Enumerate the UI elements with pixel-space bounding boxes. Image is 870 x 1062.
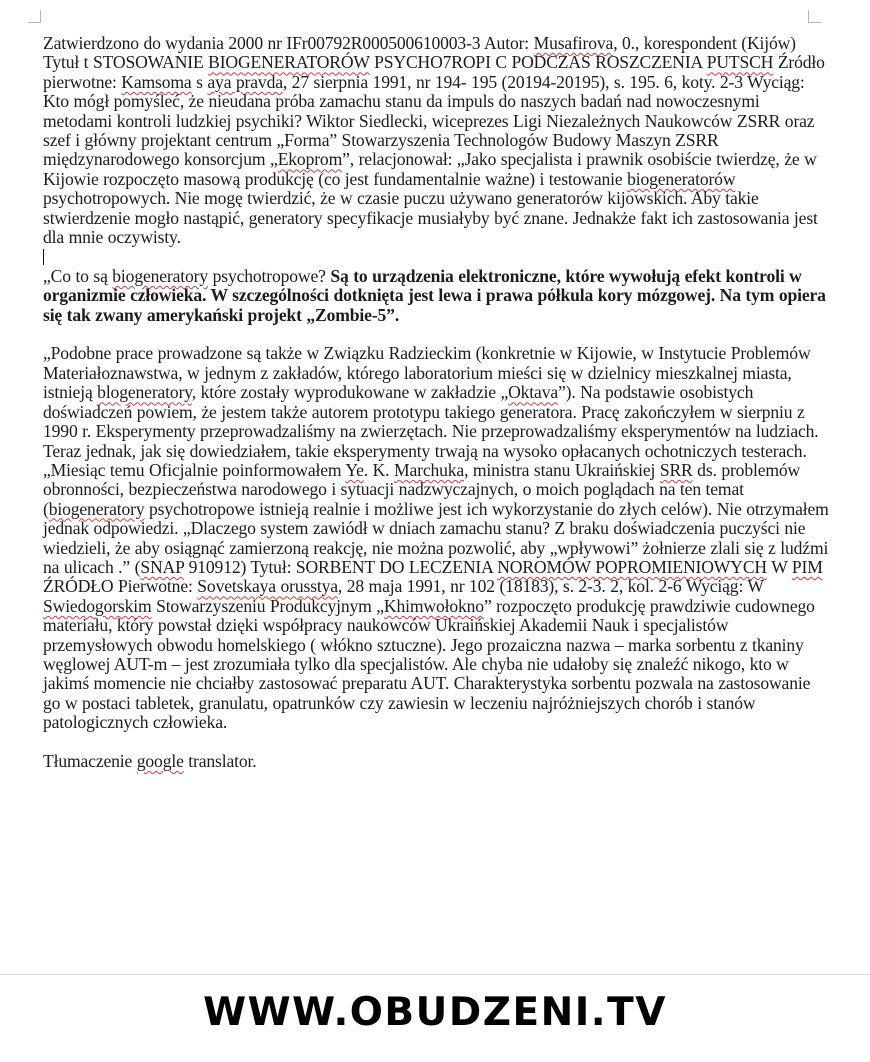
text-run: , 27 sierpnia 1991, nr 194- 195 (20194-20195), s. 195. 6, koty. 2-3 Wyciąg: Kto mógł pomyśleć, że nieudana próba zamachu stanu da impuls do naszych badań nad nowoczesnymi metodami kontroli ludzkiej psychiki? Wiktor Siedlecki, wiceprezes Ligi Niezależnych Naukowców ZSRR oraz szef i główny projektant centrum „Forma” Stowarzyszenia Technologów Budowy Maszyn ZSRR międzynarodowego konsorcjum „ [43,71,815,170]
misspelled-word[interactable]: PUTSCH [706,52,774,73]
text-run: psychotropowe istnieją realnie i możliwe jest ich wykorzystanie do złych celów). Nie otrzymałem jednak odpowiedzi. „Dlaczego system zawiódł w dniach zamachu stanu? Z braku doświadczenia puczyści nie wiedzieli, że aby osiągnąć zamierzoną reakcję, nie można pozwolić, aby „wpływowi” żołnierze zlali się z ludźmi na ulicach .” ( [43,498,829,577]
misspelled-word[interactable]: Ekoprom [277,149,343,170]
misspelled-word[interactable]: SNAP [140,556,185,577]
misspelled-word[interactable]: Ye [345,459,364,480]
text-run: ” rozpoczęto produkcję prawdziwie cudownego materiału, który powstał dzięki współpracy naukowców Ukraińskiej Akademii Nauk i specjalistów przemysłowych obwodu homelskiego ( włókno sztuczne). Jego prozaiczna nazwa – marka sorbentu z tkaniny węglowej AUT-m – jest zrozumiała tylko dla specjalistów. Ale chyba nie udałoby się znaleźć nikogo, kto w jakimś momencie nie chciałby zastosować preparatu AUT. Charakterystyka sorbentu pozwala na zastosowanie go w postaci tabletek, granulatu, opatrunków czy zawiesin w leczeniu najróżniejszych chorób i stanów patologicznych człowieka. [43,595,815,733]
document-text-area[interactable] [43,34,829,771]
website-watermark: WWW.OBUDZENI.TV [203,990,667,1035]
text-run: ”). Na podstawie osobistych doświadczeń powiem, że jestem także autorem prototypu takiego generatora. Pracę zakończyłem w sierpniu z 1990 r. Eksperymenty przeprowadzaliśmy na zwierzętach. Nie przeprowadzaliśmy eksperymentów na ludziach. Teraz jednak, jak się dowiedziałem, takie eksperymenty trwają na wysoko opłacanych ochotniczych testerach. „Miesiąc temu Oficjalnie poinformowałem [43,382,819,480]
paragraph-1[interactable] [43,34,829,247]
paragraph-4[interactable] [43,752,829,771]
misspelled-word[interactable]: Sovetskaya orusstya [197,576,338,597]
misspelled-word[interactable]: PIM [791,556,823,577]
text-run: , które zostały wyprodukowane w zakładzie „ [191,382,509,403]
text-run: W [766,556,792,577]
text-cursor [43,249,44,265]
text-run: . K. [363,459,394,480]
paragraph-2[interactable] [43,267,829,325]
text-run: „Podobne prace prowadzone są także w Związku Radzieckim (konkretnie w Kijowie, w Instytucie Problemów Materiałoznawstwa, w jednym z zakładów, którego laboratorium mieści się w dzielnicy mieszkalnej miasta, istnieją [43,343,811,403]
misspelled-word[interactable]: NOROMÓW POPROMIENIOWYCH [497,556,767,577]
misspelled-word[interactable]: Marchuka [393,459,465,480]
misspelled-word[interactable]: aya pravda [207,71,283,92]
misspelled-word[interactable]: biogeneratorów [627,168,736,189]
misspelled-word[interactable]: BIOGENERATORÓW [208,52,370,73]
text-run: ŹRÓDŁO Pierwotne: [43,576,198,597]
text-run: Źródło pierwotne: [43,52,825,92]
text-run: psychotropowych. Nie mogę twierdzić, że w czasie puczu używano generatorów kijowskich. Aby takie stwierdzenie mogło nastąpić, generatory specyfikacje musiałyby być znane. Jednakże fakt ich zastosowania jest dla mnie oczywisty. [43,188,818,248]
text-run: ds. problemów obronności, bezpieczeństwa narodowego i sytuacji nadzwyczajnych, o moich poglądach na ten temat ( [43,459,801,519]
text-run: 910912) Tytuł: SORBENT DO LECZENIA [184,556,498,577]
text-run: , ministra stanu Ukraińskiej [464,459,660,480]
margin-corner-mark-top-right [808,10,821,23]
empty-line-with-cursor[interactable] [43,247,829,266]
misspelled-word[interactable]: Kamsoma [121,71,192,92]
empty-line [43,733,829,752]
misspelled-word[interactable]: Swiedogorskim [43,595,152,616]
misspelled-word[interactable]: Musafirova [533,33,614,53]
text-run: Zatwierdzono do wydania 2000 nr IFr00792R000500610003-3 Autor: [43,33,534,53]
misspelled-word[interactable]: Khimwołokno [383,595,484,616]
misspelled-word[interactable]: blogeneratory [97,382,192,403]
text-run: s [191,71,208,92]
paragraph-3[interactable] [43,344,829,732]
text-run: PSYCHO7ROPI C PODCZAS ROSZCZENIA [369,52,707,73]
text-run: „Co to są [43,265,113,286]
text-run: ”, relacjonował: „Jako specjalista i prawnik osobiście twierdzę, że w Kijowie rozpoczęto masową produkcję (co jest fundamentalnie ważne) i testowanie [43,149,817,189]
misspelled-word[interactable]: SRR [659,459,693,480]
text-run: , 28 maja 1991, nr 102 (18183), s. 2-3. 2, kol. 2-6 Wyciąg: W [337,576,764,597]
text-run: psychotropowe? [208,265,331,286]
misspelled-word[interactable]: biogeneratory [112,265,209,286]
text-run: , 0., korespondent (Kijów) Tytuł t STOSOWANIE [43,33,796,73]
text-run: Stowarzyszeniu Produkcyjnym „ [151,595,384,616]
misspelled-word[interactable]: google [136,750,184,771]
text-run: translator. [183,750,257,771]
misspelled-word[interactable]: Oktava [508,382,559,403]
text-run: Tłumaczenie [43,750,137,771]
bold-text-run: Są to urządzenia elektroniczne, które wywołują efekt kontroli w organizmie człowieka. W szczególności dotknięta jest lewa i prawa półkula kory mózgowej. Na tym opiera się tak zwany amerykański projekt „Zombie-5”. [43,265,826,325]
misspelled-word[interactable]: biogeneratory [48,498,145,519]
margin-corner-mark-top-left [28,10,41,23]
empty-line [43,325,829,344]
